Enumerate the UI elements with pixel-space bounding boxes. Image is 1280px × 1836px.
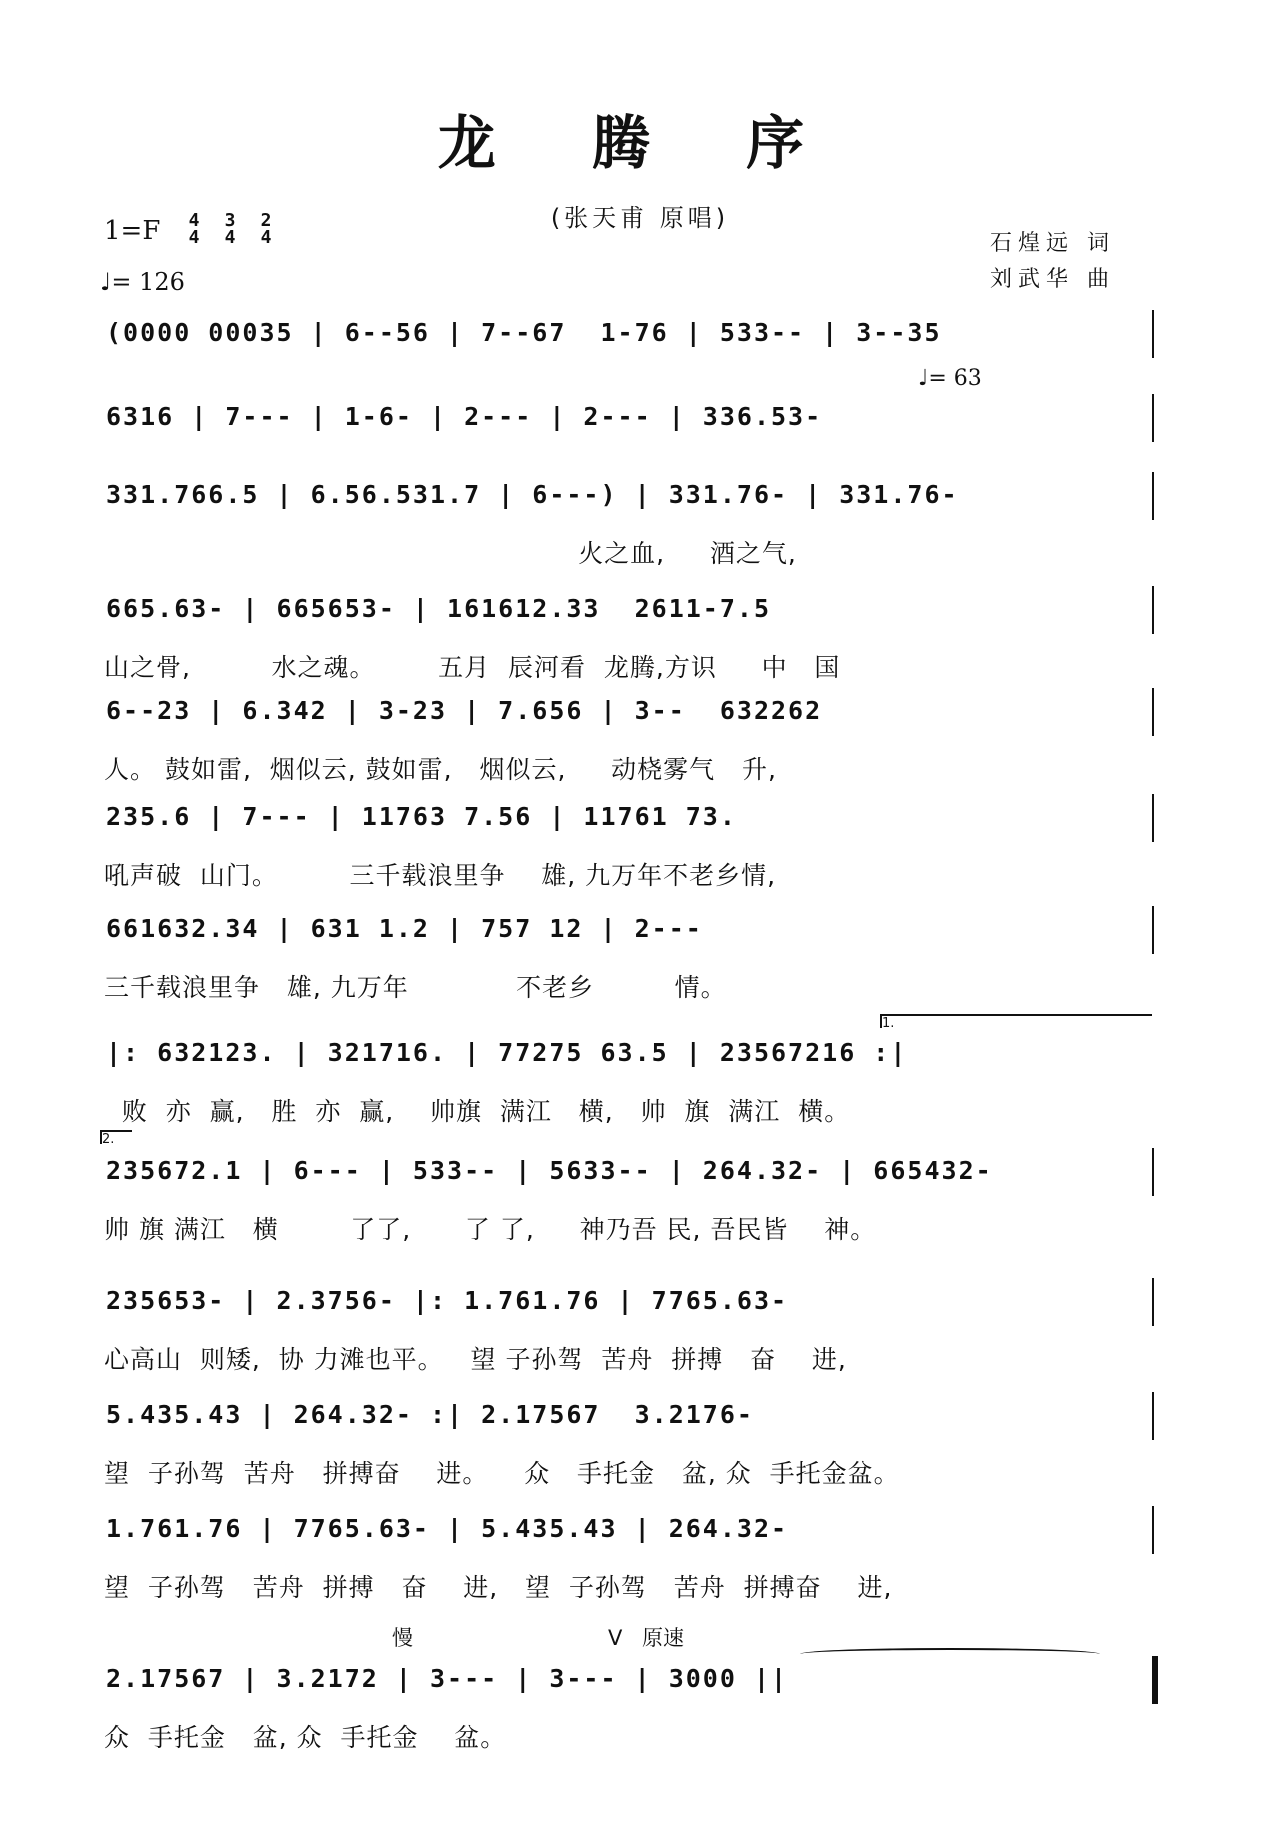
- notation-line: (0000 00035 | 6--56 | 7--67 1-76 | 533-- | 3--35: [106, 318, 942, 347]
- lyrics-line: 三千载浪里争 雄, 九万年 不老乡 情。: [104, 973, 727, 1002]
- notation-line: 235653- | 2.3756- |: 1.761.76 | 7765.63-: [106, 1286, 789, 1315]
- barline: [1152, 472, 1154, 520]
- notation-line: 1.761.76 | 7765.63- | 5.435.43 | 264.32-: [106, 1514, 789, 1543]
- notation-line: 661632.34 | 631 1.2 | 757 12 | 2---: [106, 914, 703, 943]
- original-tempo-marking: 原速: [642, 1626, 684, 1650]
- notation-line: 5.435.43 | 264.32- :| 2.17567 3.2176-: [106, 1400, 754, 1429]
- barline: [1152, 586, 1154, 634]
- notation-line: 665.63- | 665653- | 161612.33 2611-7.5: [106, 594, 771, 623]
- time-signature-4-4: 4 4: [188, 210, 200, 248]
- credits: [990, 226, 1115, 298]
- barline: [1152, 688, 1154, 736]
- barline: [1152, 794, 1154, 842]
- notation-line: 331.766.5 | 6.56.531.7 | 6---) | 331.76- | 331.76-: [106, 480, 959, 509]
- tie-arc: [800, 1648, 1100, 1660]
- time-signature-3-4: 3 4: [224, 210, 236, 248]
- lyrics-line: 人。 鼓如雷, 烟似云, 鼓如雷, 烟似云, 动桡雾气 升,: [104, 755, 777, 784]
- lyrics-line: 吼声破 山门。 三千载浪里争 雄, 九万年不老乡情,: [104, 861, 777, 890]
- notation-line: 235672.1 | 6--- | 533-- | 5633-- | 264.32- | 665432-: [106, 1156, 993, 1185]
- lyrics-line: 帅 旗 满江 横 了了, 了 了, 神乃吾 民, 吾民皆 神。: [104, 1215, 877, 1244]
- tempo-change: ♩= 63: [918, 366, 982, 391]
- lyricist: 石煌远 词: [990, 231, 1115, 256]
- barline: [1152, 394, 1154, 442]
- notation-line: 6--23 | 6.342 | 3-23 | 7.656 | 3-- 632262: [106, 696, 823, 725]
- key-signature: 1=F: [104, 216, 161, 246]
- notation-line: 235.6 | 7--- | 11763 7.56 | 11761 73.: [106, 802, 737, 831]
- lyrics-line: 山之骨, 水之魂。 五月 辰河看 龙腾,方识 中 国: [104, 653, 841, 682]
- breath-mark: V: [608, 1626, 623, 1650]
- notation-line: 2.17567 | 3.2172 | 3--- | 3--- | 3000 ||: [106, 1664, 789, 1693]
- volta-bracket-1: 1.: [880, 1014, 1152, 1028]
- barline: [1152, 906, 1154, 954]
- lyrics-line: 火之血, 酒之气,: [104, 539, 797, 568]
- staff-system-13: [100, 1664, 1160, 1824]
- barline: [1152, 1506, 1154, 1554]
- original-singer: (张天甫 原唱): [550, 204, 730, 232]
- barline: [1152, 1278, 1154, 1326]
- tempo-marking: ♩= 126: [100, 268, 185, 296]
- time-signature-2-4: 2 4: [260, 210, 272, 248]
- song-title: 龙 腾 序: [437, 109, 843, 177]
- composer: 刘武华 曲: [990, 267, 1115, 292]
- volta-bracket-2: 2.: [100, 1130, 132, 1144]
- barline: [1152, 1392, 1154, 1440]
- barline: [1152, 310, 1154, 358]
- barline: [1152, 1148, 1154, 1196]
- lyrics-line: 众 手托金 盆, 众 手托金 盆。: [104, 1723, 507, 1752]
- lyrics-line: 望 子孙驾 苦舟 拼搏 奋 进, 望 子孙驾 苦舟 拼搏奋 进,: [104, 1573, 893, 1602]
- slow-marking: 慢: [392, 1626, 413, 1650]
- notation-line: 6316 | 7--- | 1-6- | 2--- | 2--- | 336.53-: [106, 402, 823, 431]
- lyrics-line: 望 子孙驾 苦舟 拼搏奋 进。 众 手托金 盆, 众 手托金盆。: [104, 1459, 900, 1488]
- lyrics-line: 败 亦 赢, 胜 亦 赢, 帅旗 满江 横, 帅 旗 满江 横。: [104, 1097, 851, 1126]
- final-barline: [1152, 1656, 1158, 1704]
- notation-line: |: 632123. | 321716. | 77275 63.5 | 23567216 :|: [106, 1038, 908, 1067]
- lyrics-line: 心高山 则矮, 协 力滩也平。 望 子孙驾 苦舟 拼搏 奋 进,: [104, 1345, 847, 1374]
